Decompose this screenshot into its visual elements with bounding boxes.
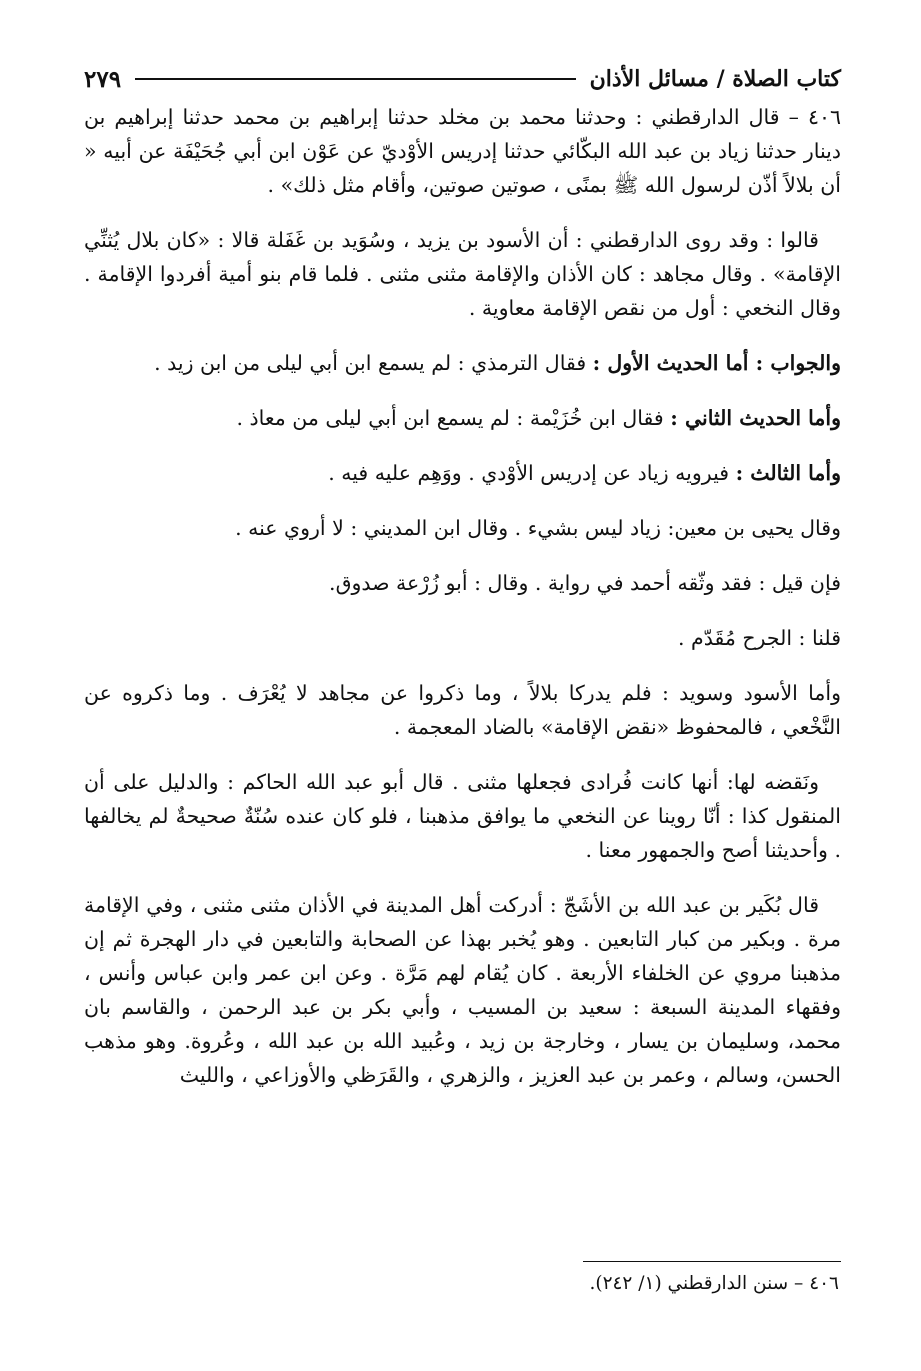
chapter-title: كتاب الصلاة / مسائل الأذان (589, 66, 841, 92)
body-text (84, 100, 841, 1092)
paragraph-lead: والجواب : أما الحديث الأول : (592, 351, 841, 375)
paragraph-text: وقال يحيى بن معين: زياد ليس بشيء . وقال ابن المديني : لا أروي عنه . (235, 516, 841, 540)
paragraph-text: فيرويه زياد عن إدريس الأوْدي . ووَهِم عليه فيه . (328, 461, 736, 485)
paragraph-text: قال بُكَير بن عبد الله بن الأشَجّ : أدركت أهل المدينة في الأذان مثنى مثنى ، وفي الإقامة مرة . وبكير من كبار التابعين . وهو يُخبر بهذا عن الصحابة والتابعين في دار الهجرة ثم إن مذهبنا مروي عن الخلفاء الأربعة . كان يُقام لهم مَرَّة . وعن ابن عمر وابن عباس وأنس ، وفقهاء المدينة السبعة : سعيد بن المسيب ، وأبي بكر بن عبد الرحمن ، والقاسم بان محمد، وسليمان بن يسار ، وخارجة بن زيد ، وعُبيد الله بن عبد الله ، وعُروة. وهو مذهب الحسن، وسالم ، وعمر بن عبد العزيز ، والزهري ، والقَرَظي والأوزاعي ، والليث (84, 893, 841, 1087)
paragraph-answer-first (84, 346, 841, 380)
paragraph-text: فقال الترمذي : لم يسمع ابن أبي ليلى من ابن زيد . (154, 351, 593, 375)
paragraph-answer-second (84, 401, 841, 435)
paragraph-opponents-claim (84, 223, 841, 325)
paragraph-lead: وأما الحديث الثاني : (670, 406, 841, 430)
paragraph-answer-third (84, 456, 841, 490)
footnote-separator (583, 1261, 841, 1262)
paragraph-ibn-maeen (84, 511, 841, 545)
running-header (84, 60, 841, 98)
paragraph-text: ٤٠٦ – قال الدارقطني : وحدثنا محمد بن مخلد حدثنا إبراهيم بن محمد حدثنا إبراهيم بن دينار حدثنا زياد بن عبد الله البكّائي حدثنا إدريس الأوْديّ عن عَوْن ابن أبي جُحَيْفَة عن أبيه « أن بلالاً أذّن لرسول الله ﷺ بمنًى ، صوتين صوتين، وأقام مثل ذلك» . (84, 105, 841, 197)
header-rule (135, 78, 576, 80)
paragraph-text: قالوا : وقد روى الدارقطني : أن الأسود بن يزيد ، وسُوَيد بن غَفَلة قالا : «كان بلال يُثنِّي الإقامة» . وقال مجاهد : كان الأذان والإقامة مثنى مثنى . فلما قام بنو أمية أفردوا الإقامة . وقال النخعي : أول من نقص الإقامة معاوية . (84, 228, 841, 320)
paragraph-bukair (84, 888, 841, 1092)
paragraph-text: فقال ابن خُزَيْمة : لم يسمع ابن أبي ليلى من معاذ . (236, 406, 671, 430)
paragraph-text: فإن قيل : فقد وثّقه أحمد في رواية . وقال : أبو زُرْعة صدوق. (329, 571, 841, 595)
paragraph-objection (84, 566, 841, 600)
paragraph-text: ونَقضه لها: أنها كانت فُرادى فجعلها مثنى . قال أبو عبد الله الحاكم : والدليل على أن المنقول كذا : أنّا روينا عن النخعي ما يوافق مذهبنا ، فلو كان عنده سُنّةٌ صحيحةٌ لم يخالفها . وأحديثنا أصح والجمهور معنا . (84, 770, 841, 862)
footnote: ٤٠٦ – سنن الدارقطني (١/ ٢٤٢). (589, 1273, 839, 1294)
paragraph-reply (84, 621, 841, 655)
paragraph-text: وأما الأسود وسويد : فلم يدركا بلالاً ، وما ذكروا عن مجاهد لا يُعْرَف . وما ذكروه عن النَّخْعي ، فالمحفوظ «نقض الإقامة» بالضاد المعجمة . (84, 681, 841, 739)
paragraph-lead: وأما الثالث : (735, 461, 841, 485)
page-number: ٢٧٩ (84, 65, 122, 93)
paragraph-aswad-suwaid (84, 676, 841, 744)
paragraph-naqdih (84, 765, 841, 867)
paragraph-text: قلنا : الجرح مُقَدّم . (677, 626, 841, 650)
paragraph-hadith-406 (84, 100, 841, 202)
